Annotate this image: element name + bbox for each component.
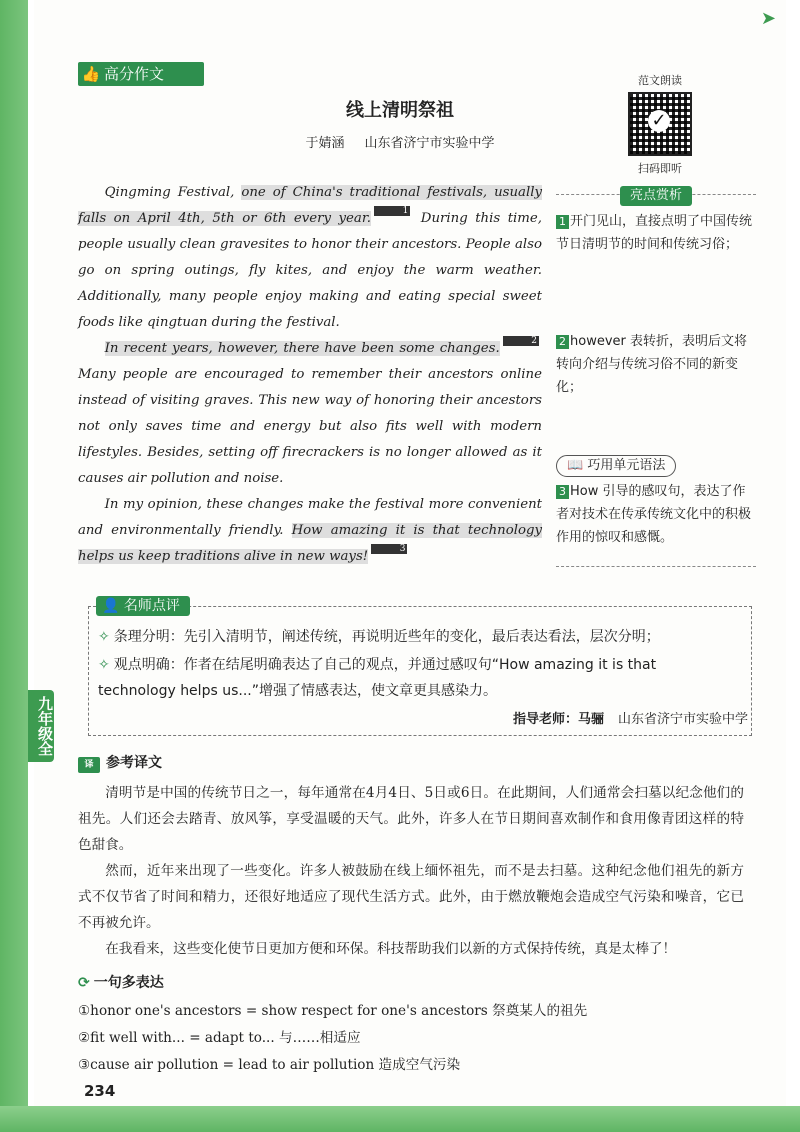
book-icon: 📖 (567, 458, 588, 473)
essay-paragraph-2: In recent years, however, there have been some changes. 2 Many people are encouraged to remember their ancestors online instead of visiting graves. This new way of honoring their ancestors not only saves time and energy but also fits well with modern lifestyles. Besides, setting off firecrackers is no longer allowed as it causes air pollution and noise. (78, 336, 542, 486)
section-tab: 👍 高分作文 (78, 62, 204, 86)
grade-side-tab: 九年级全 (28, 690, 54, 762)
translation-header: 译 参考译文 (78, 752, 162, 773)
qr-top-label: 范文朗读 (638, 74, 682, 87)
author-name: 于婧涵 (305, 136, 345, 151)
essay-title: 线上清明祭祖 (346, 100, 454, 121)
teacher-credit: 指导老师：马骊 山东省济宁市实验中学 (512, 712, 748, 727)
side-divider (556, 566, 756, 567)
note-marker-2: 2 (503, 336, 539, 346)
note-3: 3 How 引导的感叹句，表达了作者对技术在传承传统文化中的积极作用的惊叹和感慨。 (556, 484, 752, 545)
essay-body (78, 180, 542, 570)
highlight-1: one of China's traditional festivals, usually falls on April 4th, 5th or 6th every year. (78, 185, 542, 226)
corner-arrow-icon: ➤ (760, 8, 776, 29)
refresh-icon: ⟳ (78, 975, 90, 991)
author-school: 山东省济宁市实验中学 (364, 136, 495, 151)
note-marker-3: 3 (371, 544, 407, 554)
qr-code-icon[interactable] (628, 92, 692, 156)
essay-paragraph-3: In my opinion, these changes make the festival more convenient and environmentally friendly. How amazing it is that technology helps us keep traditions alive in new ways! 3 (78, 497, 542, 564)
bottom-border (0, 1106, 800, 1132)
person-icon: 👤 (102, 598, 124, 614)
translate-icon: 译 (78, 757, 100, 773)
list-item: ③cause air pollution = lead to air pollution 造成空气污染 (78, 1057, 461, 1073)
page-number: 234 (84, 1082, 116, 1100)
left-border (0, 0, 28, 1132)
review-point-1: ✧ 条理分明：先引入清明节，阐述传统，再说明近些年的变化，最后表达看法，层次分明； (98, 629, 660, 645)
highlights-header: 亮点赏析 (556, 194, 756, 217)
multi-expression-list (78, 998, 587, 1079)
qr-block[interactable] (626, 72, 694, 176)
grammar-header: 📖 巧用单元语法 (556, 454, 756, 477)
review-title: 👤 名师点评 (96, 596, 190, 616)
highlight-2: In recent years, however, there have been some changes. (104, 341, 500, 356)
note-1: 1 开门见山，直接点明了中国传统节日清明节的时间和传统习俗； (556, 214, 753, 252)
note-2: 2 however 表转折，表明后文将转向介绍与传统习俗不同的新变化； (556, 334, 747, 395)
note-marker-1: 1 (374, 206, 410, 216)
sparkle-icon: ✧ (98, 657, 110, 673)
check-icon: ✓ (648, 110, 670, 132)
qr-bottom-label: 扫码即听 (638, 162, 682, 175)
list-item: ②fit well with... = adapt to... 与……相适应 (78, 1030, 361, 1046)
multi-expression-header: ⟳ 一句多表达 (78, 975, 164, 991)
highlight-3: How amazing it is that technology helps us keep traditions alive in new ways! (78, 523, 542, 564)
sparkle-icon: ✧ (98, 629, 110, 645)
essay-paragraph-1: Qingming Festival, one of China's traditional festivals, usually falls on April 4th, 5th or 6th every year. 1 During this time, people usually clean gravesites to honor their ancestors. People also go on spring outings, fly kites, and enjoy the warm weather. Additionally, many people enjoy making and eating special sweet foods like qingtuan during the festival. (78, 185, 542, 330)
review-point-2: ✧ 观点明确：作者在结尾明确表达了自己的观点，并通过感叹句“How amazing it is that technology helps us...”增强了情感表达，使文章更具感染力。 (98, 657, 657, 699)
translation-body: 清明节是中国的传统节日之一，每年通常在4月4日、5日或6日。在此期间，人们通常会扫墓以纪念他们的祖先。人们还会去踏青、放风筝，享受温暖的天气。此外，许多人在节日期间喜欢制作和食用像青团这样的特色甜食。 然而，近年来出现了一些变化。许多人被鼓励在线上缅怀祖先，而不是去扫墓。这种纪念他们祖先的新方式不仅节省了时间和精力，还很好地适应了现代生活方式。此外，由于燃放鞭炮会造成空气污染和噪音，它已不再被允许。 在我看来，这些变化使节日更加方便和环保。科技帮助我们以新的方式保持传统，真是太棒了！ (78, 785, 744, 957)
thumbs-up-icon: 👍 (81, 65, 101, 83)
list-item: ①honor one's ancestors = show respect for one's ancestors 祭奠某人的祖先 (78, 1003, 588, 1019)
